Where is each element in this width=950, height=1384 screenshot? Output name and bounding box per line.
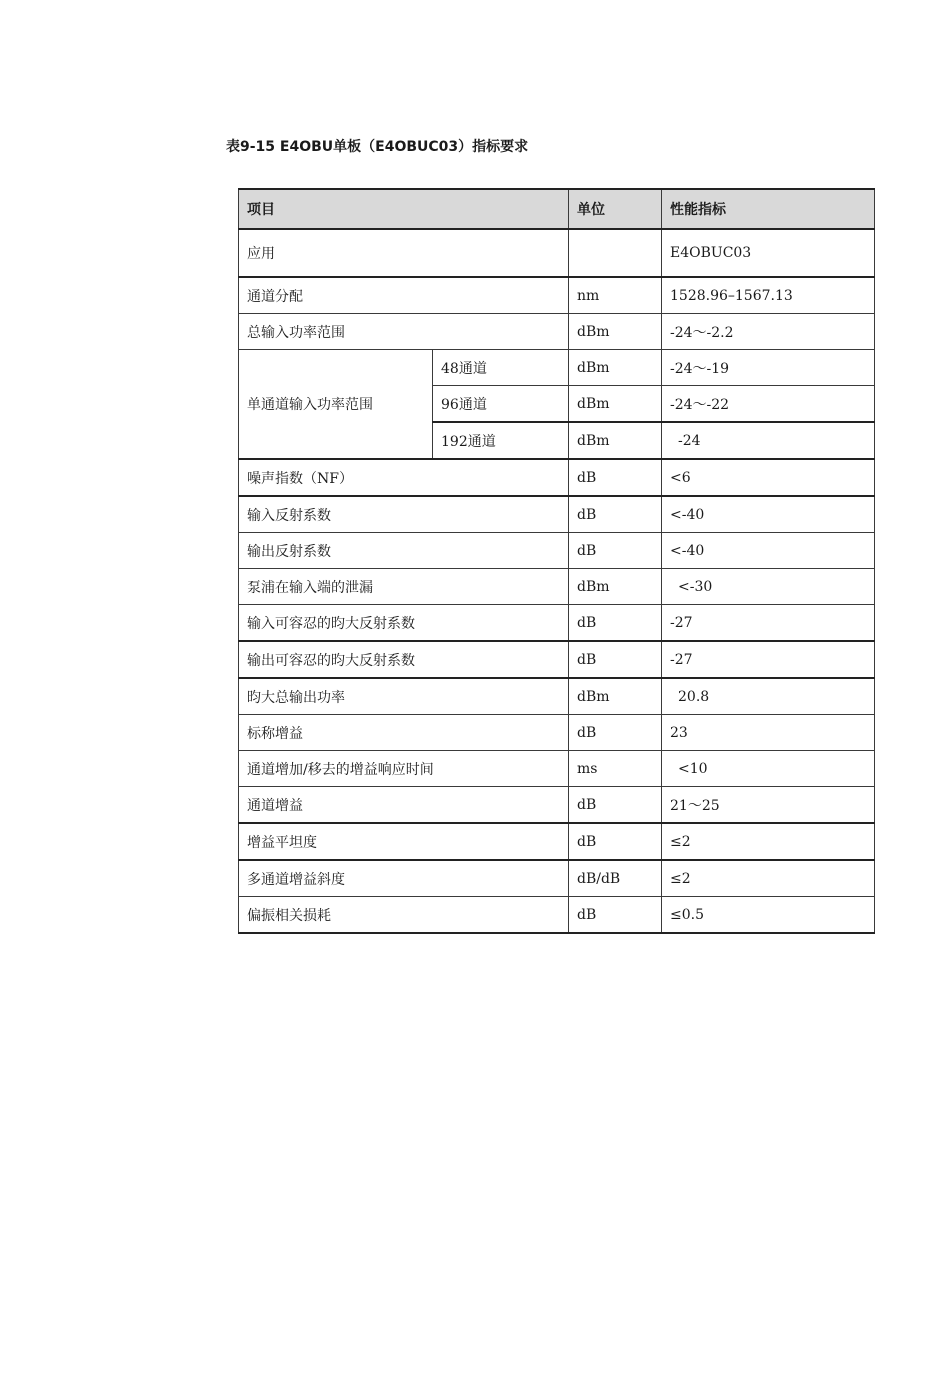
table-row: [239, 605, 875, 642]
row-item: 输出反射系数: [239, 533, 569, 569]
table-row: [239, 459, 875, 496]
row-item: 标称增益: [239, 715, 569, 751]
row-unit: dBm: [569, 569, 662, 605]
table-row: [239, 569, 875, 605]
table-header-row: [239, 189, 875, 229]
row-subitem: 48通道: [433, 350, 569, 386]
row-unit: ms: [569, 751, 662, 787]
table-row: [239, 277, 875, 314]
row-unit: dB: [569, 823, 662, 860]
row-unit: nm: [569, 277, 662, 314]
table-row: [239, 496, 875, 533]
row-value: ≤2: [662, 823, 875, 860]
row-unit: dBm: [569, 678, 662, 715]
table-row: [239, 751, 875, 787]
row-subitem: 192通道: [433, 422, 569, 459]
table-row: [239, 787, 875, 824]
row-item: 泵浦在输入端的泄漏: [239, 569, 569, 605]
row-item: 噪声指数（NF）: [239, 459, 569, 496]
row-item: 输入反射系数: [239, 496, 569, 533]
row-value: -27: [662, 641, 875, 678]
row-value: <10: [662, 751, 875, 787]
row-item: 通道分配: [239, 277, 569, 314]
row-value: ≤2: [662, 860, 875, 897]
row-unit: dB: [569, 533, 662, 569]
row-unit: dBm: [569, 314, 662, 350]
table-caption: 表9-15 E4OBU单板（E4OBUC03）指标要求: [226, 139, 529, 155]
row-unit: dBm: [569, 386, 662, 423]
row-subitem: 96通道: [433, 386, 569, 423]
row-value: 21～25: [662, 787, 875, 824]
row-unit: dB: [569, 715, 662, 751]
row-value: 1528.96–1567.13: [662, 277, 875, 314]
row-value: -24: [662, 422, 875, 459]
table-row: [239, 897, 875, 934]
row-unit: dB: [569, 641, 662, 678]
row-item: 通道增加/移去的增益响应时间: [239, 751, 569, 787]
table-row: [239, 350, 875, 386]
row-item: 偏振相关损耗: [239, 897, 569, 934]
row-value: <-30: [662, 569, 875, 605]
row-item: 输出可容忍的昀大反射系数: [239, 641, 569, 678]
row-item: 总输入功率范围: [239, 314, 569, 350]
table-row: [239, 533, 875, 569]
row-unit: dB: [569, 787, 662, 824]
row-value: -24～-19: [662, 350, 875, 386]
header-item: 项目: [239, 189, 569, 229]
row-item: 昀大总输出功率: [239, 678, 569, 715]
row-unit: dB: [569, 496, 662, 533]
row-item: 输入可容忍的昀大反射系数: [239, 605, 569, 642]
table-row: [239, 823, 875, 860]
row-unit: dBm: [569, 422, 662, 459]
table-row: [239, 641, 875, 678]
row-unit: dB: [569, 897, 662, 934]
row-value: -27: [662, 605, 875, 642]
row-unit: dB: [569, 459, 662, 496]
table-row: [239, 229, 875, 277]
row-item: 增益平坦度: [239, 823, 569, 860]
row-item: 多通道增益斜度: [239, 860, 569, 897]
row-value: 23: [662, 715, 875, 751]
row-value: E4OBUC03: [662, 229, 875, 277]
row-item: 单通道输入功率范围: [239, 350, 433, 460]
row-item: 应用: [239, 229, 569, 277]
row-value: <-40: [662, 496, 875, 533]
row-unit: [569, 229, 662, 277]
row-item: 通道增益: [239, 787, 569, 824]
spec-table: [238, 188, 875, 934]
row-value: 20.8: [662, 678, 875, 715]
table-row: [239, 314, 875, 350]
row-value: <-40: [662, 533, 875, 569]
row-unit: dB/dB: [569, 860, 662, 897]
header-spec: 性能指标: [662, 189, 875, 229]
row-value: -24～-22: [662, 386, 875, 423]
row-value: <6: [662, 459, 875, 496]
table-row: [239, 860, 875, 897]
row-unit: dBm: [569, 350, 662, 386]
table-row: [239, 715, 875, 751]
row-unit: dB: [569, 605, 662, 642]
row-value: -24～-2.2: [662, 314, 875, 350]
table-row: [239, 678, 875, 715]
row-value: ≤0.5: [662, 897, 875, 934]
header-unit: 单位: [569, 189, 662, 229]
